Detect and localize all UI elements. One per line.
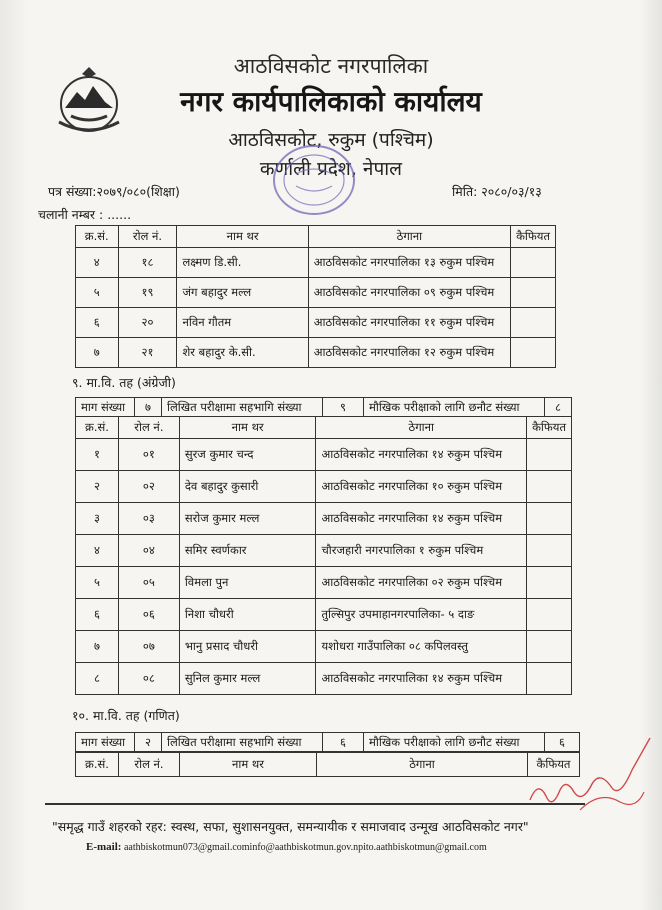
demand-value: ७ (135, 398, 162, 417)
table-row (76, 503, 572, 535)
cell-roll: ०१ (118, 439, 179, 471)
cell-roll: ०८ (118, 663, 179, 695)
cell-roll: १८ (118, 248, 177, 278)
cell-address: आठविसकोट नगरपालिका १४ रुकुम पश्चिम (316, 503, 527, 535)
candidate-table-continued (75, 225, 556, 368)
cell-remarks (527, 535, 572, 567)
cell-name: जंग बहादुर मल्ल (177, 278, 308, 308)
cell-address: तुल्सिपुर उपमाहानगरपालिका- ५ दाङ (316, 599, 527, 631)
oral-label: मौखिक परीक्षाको लागि छनौट संख्या (364, 733, 545, 752)
cell-name: देव बहादुर कुसारी (179, 471, 316, 503)
cell-roll: ०३ (118, 503, 179, 535)
col-header-remarks: कैफियत (528, 753, 580, 777)
ref-label: पत्र संख्या: (48, 184, 97, 199)
oral-value: ६ (545, 733, 580, 752)
cell-sn: ६ (76, 599, 119, 631)
cell-sn: २ (76, 471, 119, 503)
col-header-roll: रोल नं. (119, 753, 180, 777)
cell-name: विमला पुन (179, 567, 316, 599)
section-9-title: ९. मा.वि. तह (अंग्रेजी) (72, 375, 176, 390)
cell-sn: ५ (76, 278, 119, 308)
cell-sn: ३ (76, 503, 119, 535)
footer-divider (45, 803, 585, 805)
table-row (76, 663, 572, 695)
cell-remarks (527, 663, 572, 695)
section-9-candidate-table (75, 416, 572, 695)
office-name: नगर कार्यपालिकाको कार्यालय (180, 85, 482, 118)
col-header-roll: रोल नं. (118, 417, 179, 439)
col-header-remarks: कैफियत (527, 417, 572, 439)
cell-remarks (527, 599, 572, 631)
cell-remarks (511, 308, 556, 338)
section-10-title: १०. मा.वि. तह (गणित) (72, 708, 180, 723)
cell-remarks (527, 503, 572, 535)
written-label: लिखित परीक्षामा सहभागि संख्या (162, 733, 323, 752)
col-header-address: ठेगाना (308, 226, 510, 248)
table-row (76, 439, 572, 471)
cell-sn: ४ (76, 535, 119, 567)
cell-roll: १९ (118, 278, 177, 308)
col-header-sn: क्र.सं. (76, 417, 119, 439)
cell-remarks (527, 471, 572, 503)
cell-address: आठविसकोट नगरपालिका ०२ रुकुम पश्चिम (316, 567, 527, 599)
section-10-candidate-table (75, 752, 580, 777)
table-row (76, 248, 556, 278)
cell-sn: ७ (76, 338, 119, 368)
letter-date (452, 183, 542, 200)
cell-roll: ०२ (118, 471, 179, 503)
cell-remarks (527, 567, 572, 599)
col-header-sn: क्र.सं. (76, 753, 119, 777)
table-row (76, 308, 556, 338)
cell-roll: ०५ (118, 567, 179, 599)
demand-label: माग संख्या (76, 733, 135, 752)
table-row (76, 338, 556, 368)
cell-address: आठविसकोट नगरपालिका १४ रुकुम पश्चिम (316, 439, 527, 471)
cell-name: समिर स्वर्णकार (179, 535, 316, 567)
province-name: कर्णाली प्रदेश, नेपाल (259, 158, 403, 180)
oral-label: मौखिक परीक्षाको लागि छनौट संख्या (364, 398, 545, 417)
col-header-name: नाम थर (180, 753, 317, 777)
written-value: ६ (323, 733, 364, 752)
footer-motto: "समृद्ध गाउँ शहरको रहर: स्वस्थ, सफा, सुशासनयुक्त, समन्यायीक र समाजवाद उन्मूख आठविसकोट नगर" (52, 819, 529, 834)
cell-remarks (527, 439, 572, 471)
cell-name: निशा चौधरी (179, 599, 316, 631)
col-header-name: नाम थर (179, 417, 316, 439)
table-row (76, 471, 572, 503)
cell-remarks (511, 248, 556, 278)
cell-roll: ०६ (118, 599, 179, 631)
section-10-summary (75, 732, 580, 752)
reference-number (48, 183, 180, 200)
email-value: aathbiskotmun073@gmail.cominfo@aathbiskotmun.gov.npito.aathbiskotmun@gmail.com (123, 842, 487, 853)
col-header-roll: रोल नं. (118, 226, 177, 248)
signature-icon (520, 730, 660, 830)
cell-sn: ४ (76, 248, 119, 278)
col-header-remarks: कैफियत (511, 226, 556, 248)
municipality-name: आठविसकोट नगरपालिका (233, 54, 429, 78)
written-value: ९ (323, 398, 364, 417)
written-label: लिखित परीक्षामा सहभागि संख्या (162, 398, 323, 417)
col-header-name: नाम थर (177, 226, 308, 248)
cell-name: सुनिल कुमार मल्ल (179, 663, 316, 695)
cell-name: सुरज कुमार चन्द (179, 439, 316, 471)
cell-name: नविन गौतम (177, 308, 308, 338)
cell-address: आठविसकोट नगरपालिका १० रुकुम पश्चिम (316, 471, 527, 503)
ref-value: २०७९/०८०(शिक्षा) (96, 184, 180, 199)
demand-label: माग संख्या (76, 398, 135, 417)
dispatch-number: चलानी नम्बर : ...... (38, 207, 132, 222)
cell-sn: ५ (76, 567, 119, 599)
cell-roll: २० (118, 308, 177, 338)
demand-value: २ (135, 733, 162, 752)
cell-address: आठविसकोट नगरपालिका १२ रुकुम पश्चिम (308, 338, 510, 368)
cell-address: आठविसकोट नगरपालिका १३ रुकुम पश्चिम (308, 248, 510, 278)
cell-address: आठविसकोट नगरपालिका ११ रुकुम पश्चिम (308, 308, 510, 338)
col-header-address: ठेगाना (317, 753, 528, 777)
cell-remarks (511, 278, 556, 308)
table-row (76, 567, 572, 599)
cell-address: आठविसकोट नगरपालिका १४ रुकुम पश्चिम (316, 663, 527, 695)
cell-remarks (527, 631, 572, 663)
cell-name: शेर बहादुर के.सी. (177, 338, 308, 368)
office-location: आठविसकोट, रुकुम (पश्चिम) (228, 129, 434, 151)
table-row (76, 631, 572, 663)
table-row (76, 278, 556, 308)
cell-roll: ०७ (118, 631, 179, 663)
col-header-address: ठेगाना (316, 417, 527, 439)
section-9-summary (75, 397, 572, 417)
table-row (76, 535, 572, 567)
date-label: मिति: (452, 184, 478, 199)
cell-name: सरोज कुमार मल्ल (179, 503, 316, 535)
table-row (76, 599, 572, 631)
cell-name: भानु प्रसाद चौधरी (179, 631, 316, 663)
col-header-sn: क्र.सं. (76, 226, 119, 248)
cell-address: चौरजहारी नगरपालिका १ रुकुम पश्चिम (316, 535, 527, 567)
email-label: E-mail: (86, 841, 122, 853)
cell-remarks (511, 338, 556, 368)
date-value: २०८०/०३/१३ (481, 184, 542, 199)
cell-address: आठविसकोट नगरपालिका ०९ रुकुम पश्चिम (308, 278, 510, 308)
cell-roll: २१ (118, 338, 177, 368)
official-stamp-icon (266, 140, 362, 220)
cell-sn: ७ (76, 631, 119, 663)
cell-sn: ६ (76, 308, 119, 338)
cell-roll: ०४ (118, 535, 179, 567)
oral-value: ८ (545, 398, 572, 417)
cell-name: लक्ष्मण डि.सी. (177, 248, 308, 278)
cell-sn: १ (76, 439, 119, 471)
footer-email (86, 841, 487, 853)
cell-sn: ८ (76, 663, 119, 695)
cell-address: यशोधरा गाउँपालिका ०८ कपिलवस्तु (316, 631, 527, 663)
